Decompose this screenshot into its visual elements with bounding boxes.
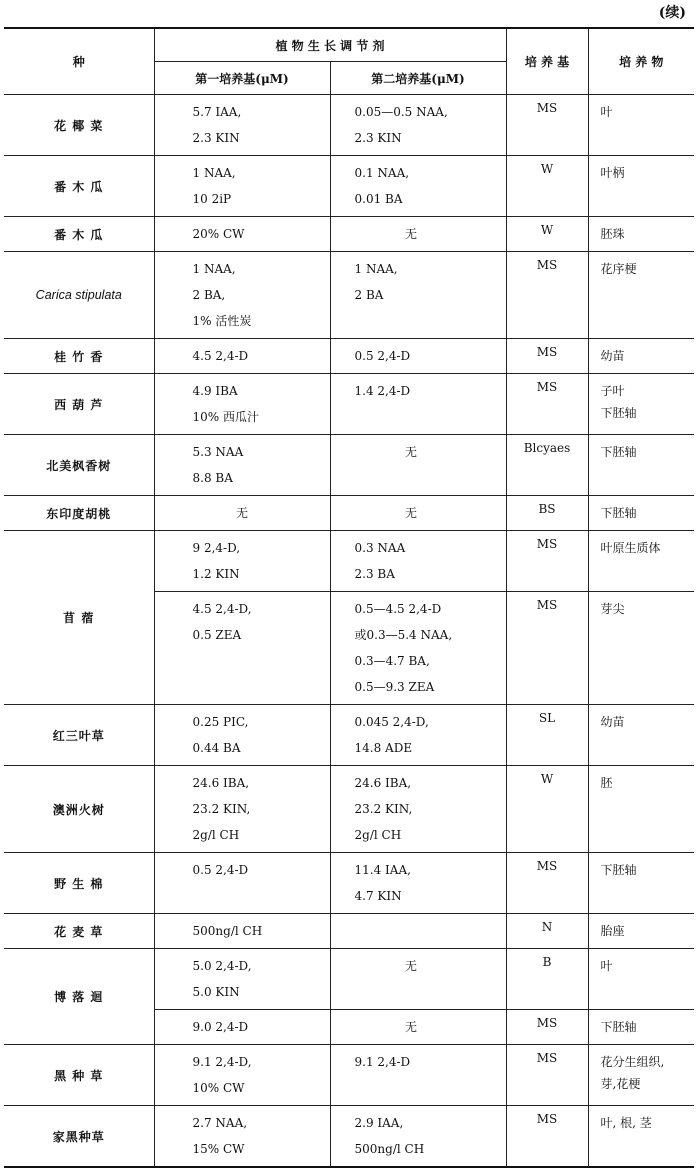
second-medium-cell: [330, 592, 506, 705]
first-medium-cell: [154, 531, 330, 592]
species-cell: 西 葫 芦: [4, 374, 154, 435]
second-medium-cell-line: 2g/l CH: [354, 828, 402, 842]
second-medium-cell: [330, 496, 506, 531]
second-medium-cell-line: 0.05—0.5 NAA,: [354, 105, 448, 119]
table-row: [4, 1045, 694, 1106]
medium-cell: Blcyaes: [506, 435, 588, 496]
explant-cell: [588, 217, 694, 252]
first-medium-cell: [154, 252, 330, 339]
first-medium-cell: [154, 914, 330, 949]
second-medium-cell-line: 无: [405, 1020, 418, 1034]
explant-line: 下胚轴: [600, 506, 637, 520]
medium-cell: B: [506, 949, 588, 1010]
explant-line: 下胚轴: [600, 445, 637, 459]
header-species: 种: [4, 28, 154, 95]
header-first-medium: 第一培养基(μM): [154, 62, 330, 95]
species-cell: 苜 蓿: [4, 531, 154, 705]
medium-cell: MS: [506, 374, 588, 435]
first-medium-cell-line: 0.5 ZEA: [192, 628, 242, 642]
medium-cell: MS: [506, 853, 588, 914]
first-medium-cell: [154, 949, 330, 1010]
table-row: [4, 914, 694, 949]
first-medium-cell-line: 5.3 NAA: [192, 445, 244, 459]
second-medium-cell: [330, 531, 506, 592]
explant-cell: [588, 1010, 694, 1045]
second-medium-cell: [330, 1106, 506, 1168]
species-cell: 北美枫香树: [4, 435, 154, 496]
explant-cell: [588, 339, 694, 374]
first-medium-cell-line: 9 2,4-D,: [192, 541, 241, 555]
second-medium-cell-line: 或0.3—5.4 NAA,: [354, 628, 453, 642]
table-row: [4, 435, 694, 496]
header-regulators: 植 物 生 长 调 节 剂: [154, 28, 506, 62]
medium-cell: MS: [506, 1106, 588, 1168]
species-cell: 黑 种 草: [4, 1045, 154, 1106]
first-medium-cell-line: 2g/l CH: [192, 828, 240, 842]
second-medium-cell-line: 0.5—4.5 2,4-D: [354, 602, 442, 616]
second-medium-cell-line: 无: [405, 506, 418, 520]
second-medium-cell-line: [355, 918, 498, 944]
first-medium-cell-line: 9.0 2,4-D: [192, 1020, 249, 1034]
first-medium-cell: [154, 435, 330, 496]
second-medium-cell-line: 0.01 BA: [354, 192, 403, 206]
first-medium-cell-line: 4.5 2,4-D: [192, 349, 249, 363]
explant-cell: [588, 592, 694, 705]
medium-cell: MS: [506, 1045, 588, 1106]
first-medium-cell-line: 0.44 BA: [192, 741, 241, 755]
second-medium-cell-line: 0.1 NAA,: [354, 166, 410, 180]
first-medium-cell: [154, 156, 330, 217]
header-second-medium: 第二培养基(μM): [330, 62, 506, 95]
first-medium-cell-line: 8.8 BA: [192, 471, 233, 485]
explant-line: 幼苗: [600, 349, 625, 363]
table-row: [4, 705, 694, 766]
explant-line: 叶柄: [600, 166, 625, 180]
second-medium-cell: [330, 705, 506, 766]
explant-line: 胚珠: [600, 227, 625, 241]
first-medium-cell-line: 1 NAA,: [192, 166, 236, 180]
species-cell: 澳洲火树: [4, 766, 154, 853]
explant-line: 幼苗: [600, 715, 625, 729]
explant-cell: [588, 374, 694, 435]
table-row: [4, 252, 694, 339]
first-medium-cell-line: 1.2 KIN: [192, 567, 240, 581]
second-medium-cell-line: 14.8 ADE: [354, 741, 413, 755]
first-medium-cell: [154, 339, 330, 374]
second-medium-cell-line: 4.7 KIN: [354, 889, 402, 903]
second-medium-cell-line: 23.2 KIN,: [354, 802, 413, 816]
second-medium-cell: [330, 766, 506, 853]
second-medium-cell: [330, 252, 506, 339]
medium-cell: SL: [506, 705, 588, 766]
explant-cell: [588, 156, 694, 217]
header-medium: 培 养 基: [506, 28, 588, 95]
second-medium-cell-line: 无: [405, 959, 418, 973]
first-medium-cell: [154, 592, 330, 705]
explant-cell: [588, 705, 694, 766]
species-cell: 桂 竹 香: [4, 339, 154, 374]
explant-line: 下胚轴: [600, 1020, 637, 1034]
first-medium-cell-line: 无: [235, 506, 248, 520]
medium-cell: W: [506, 766, 588, 853]
second-medium-cell-line: 2 BA: [354, 288, 384, 302]
table-row: [4, 949, 694, 1010]
table-row: [4, 339, 694, 374]
explant-cell: [588, 252, 694, 339]
second-medium-cell-line: 11.4 IAA,: [354, 863, 411, 877]
header-explant: 培 养 物: [588, 28, 694, 95]
medium-cell: MS: [506, 95, 588, 156]
table-row: [4, 374, 694, 435]
first-medium-cell: [154, 853, 330, 914]
first-medium-cell-line: 4.5 2,4-D,: [192, 602, 252, 616]
explant-line: 叶: [600, 959, 613, 973]
explant-line: 子叶: [600, 384, 625, 398]
table-row: [4, 156, 694, 217]
explant-line: 芽尖: [600, 602, 625, 616]
second-medium-cell: [330, 217, 506, 252]
second-medium-cell: [330, 853, 506, 914]
second-medium-cell: [330, 1045, 506, 1106]
second-medium-cell-line: 9.1 2,4-D: [354, 1055, 411, 1069]
explant-cell: [588, 766, 694, 853]
explant-cell: [588, 853, 694, 914]
explant-cell: [588, 1045, 694, 1106]
first-medium-cell: [154, 1010, 330, 1045]
first-medium-cell-line: 5.7 IAA,: [192, 105, 242, 119]
first-medium-cell-line: 500ng/l CH: [192, 924, 263, 938]
medium-cell: W: [506, 217, 588, 252]
second-medium-cell-line: 无: [405, 445, 418, 459]
explant-line: 叶: [600, 105, 613, 119]
species-cell: 东印度胡桃: [4, 496, 154, 531]
second-medium-cell-line: 无: [405, 227, 418, 241]
species-cell: 番 木 瓜: [4, 217, 154, 252]
species-cell: Carica stipulata: [4, 252, 154, 339]
first-medium-cell-line: 2.3 KIN: [192, 131, 240, 145]
species-cell: 博 落 迴: [4, 949, 154, 1045]
table-row: [4, 496, 694, 531]
medium-cell: N: [506, 914, 588, 949]
second-medium-cell: [330, 435, 506, 496]
explant-line: 胚: [600, 776, 613, 790]
second-medium-cell-line: 1 NAA,: [354, 262, 398, 276]
growth-regulator-table: [4, 27, 694, 1168]
medium-cell: W: [506, 156, 588, 217]
species-cell: 红三叶草: [4, 705, 154, 766]
first-medium-cell: [154, 766, 330, 853]
medium-cell: BS: [506, 496, 588, 531]
explant-cell: [588, 95, 694, 156]
medium-cell: MS: [506, 1010, 588, 1045]
first-medium-cell: [154, 1045, 330, 1106]
first-medium-cell-line: 1 NAA,: [192, 262, 236, 276]
first-medium-cell: [154, 217, 330, 252]
explant-line: 叶原生质体: [600, 541, 661, 555]
species-cell: 家黑种草: [4, 1106, 154, 1168]
second-medium-cell-line: 0.5 2,4-D: [354, 349, 411, 363]
second-medium-cell: [330, 339, 506, 374]
explant-line: 花分生组织,: [600, 1055, 665, 1069]
first-medium-cell-line: 5.0 KIN: [192, 985, 240, 999]
first-medium-cell-line: 20% CW: [192, 227, 245, 241]
explant-line: 下胚轴: [600, 863, 637, 877]
second-medium-cell-line: 0.045 2,4-D,: [354, 715, 429, 729]
medium-cell: MS: [506, 531, 588, 592]
first-medium-cell: [154, 374, 330, 435]
explant-cell: [588, 496, 694, 531]
table-row: [4, 853, 694, 914]
first-medium-cell-line: 2 BA,: [192, 288, 226, 302]
explant-cell: [588, 949, 694, 1010]
first-medium-cell-line: 10% CW: [192, 1081, 245, 1095]
explant-line: 胎座: [600, 924, 625, 938]
table-row: [4, 95, 694, 156]
first-medium-cell-line: 23.2 KIN,: [192, 802, 251, 816]
explant-line: 下胚轴: [600, 406, 637, 420]
first-medium-cell-line: 10% 西瓜汁: [192, 410, 259, 424]
first-medium-cell-line: 5.0 2,4-D,: [192, 959, 252, 973]
first-medium-cell: [154, 95, 330, 156]
explant-cell: [588, 1106, 694, 1168]
second-medium-cell-line: 2.3 KIN: [354, 131, 402, 145]
medium-cell: MS: [506, 339, 588, 374]
species-cell: 番 木 瓜: [4, 156, 154, 217]
explant-line: 芽,花梗: [600, 1077, 641, 1091]
first-medium-cell-line: 4.9 IBA: [192, 384, 238, 398]
second-medium-cell: [330, 95, 506, 156]
second-medium-cell-line: 2.9 IAA,: [354, 1116, 404, 1130]
species-cell: 花 椰 菜: [4, 95, 154, 156]
first-medium-cell-line: 0.5 2,4-D: [192, 863, 249, 877]
table-row: [4, 1106, 694, 1168]
second-medium-cell-line: 2.3 BA: [354, 567, 395, 581]
first-medium-cell: [154, 1106, 330, 1168]
first-medium-cell-line: 9.1 2,4-D,: [192, 1055, 252, 1069]
explant-cell: [588, 914, 694, 949]
second-medium-cell: [330, 1010, 506, 1045]
second-medium-cell-line: 24.6 IBA,: [354, 776, 412, 790]
second-medium-cell-line: 1.4 2,4-D: [354, 384, 411, 398]
first-medium-cell-line: 15% CW: [192, 1142, 245, 1156]
explant-line: 花序梗: [600, 262, 637, 276]
second-medium-cell: [330, 156, 506, 217]
explant-cell: [588, 531, 694, 592]
continued-label: (续): [658, 5, 686, 21]
second-medium-cell-line: 0.3—4.7 BA,: [354, 654, 430, 668]
species-cell: 野 生 棉: [4, 853, 154, 914]
table-row: [4, 217, 694, 252]
second-medium-cell: [330, 374, 506, 435]
second-medium-cell-line: 0.3 NAA: [354, 541, 406, 555]
second-medium-cell: [330, 914, 506, 949]
first-medium-cell-line: 10 2iP: [192, 192, 232, 206]
explant-cell: [588, 435, 694, 496]
first-medium-cell: [154, 705, 330, 766]
second-medium-cell-line: 500ng/l CH: [354, 1142, 425, 1156]
medium-cell: MS: [506, 252, 588, 339]
table-row: [4, 531, 694, 592]
species-cell: 花 麦 草: [4, 914, 154, 949]
explant-line: 叶, 根, 茎: [600, 1116, 652, 1130]
table-row: [4, 766, 694, 853]
first-medium-cell-line: 24.6 IBA,: [192, 776, 250, 790]
second-medium-cell: [330, 949, 506, 1010]
second-medium-cell-line: 0.5—9.3 ZEA: [354, 680, 435, 694]
first-medium-cell-line: 0.25 PIC,: [192, 715, 249, 729]
first-medium-cell-line: 1% 活性炭: [192, 314, 252, 328]
first-medium-cell-line: 2.7 NAA,: [192, 1116, 248, 1130]
medium-cell: MS: [506, 592, 588, 705]
first-medium-cell: [154, 496, 330, 531]
